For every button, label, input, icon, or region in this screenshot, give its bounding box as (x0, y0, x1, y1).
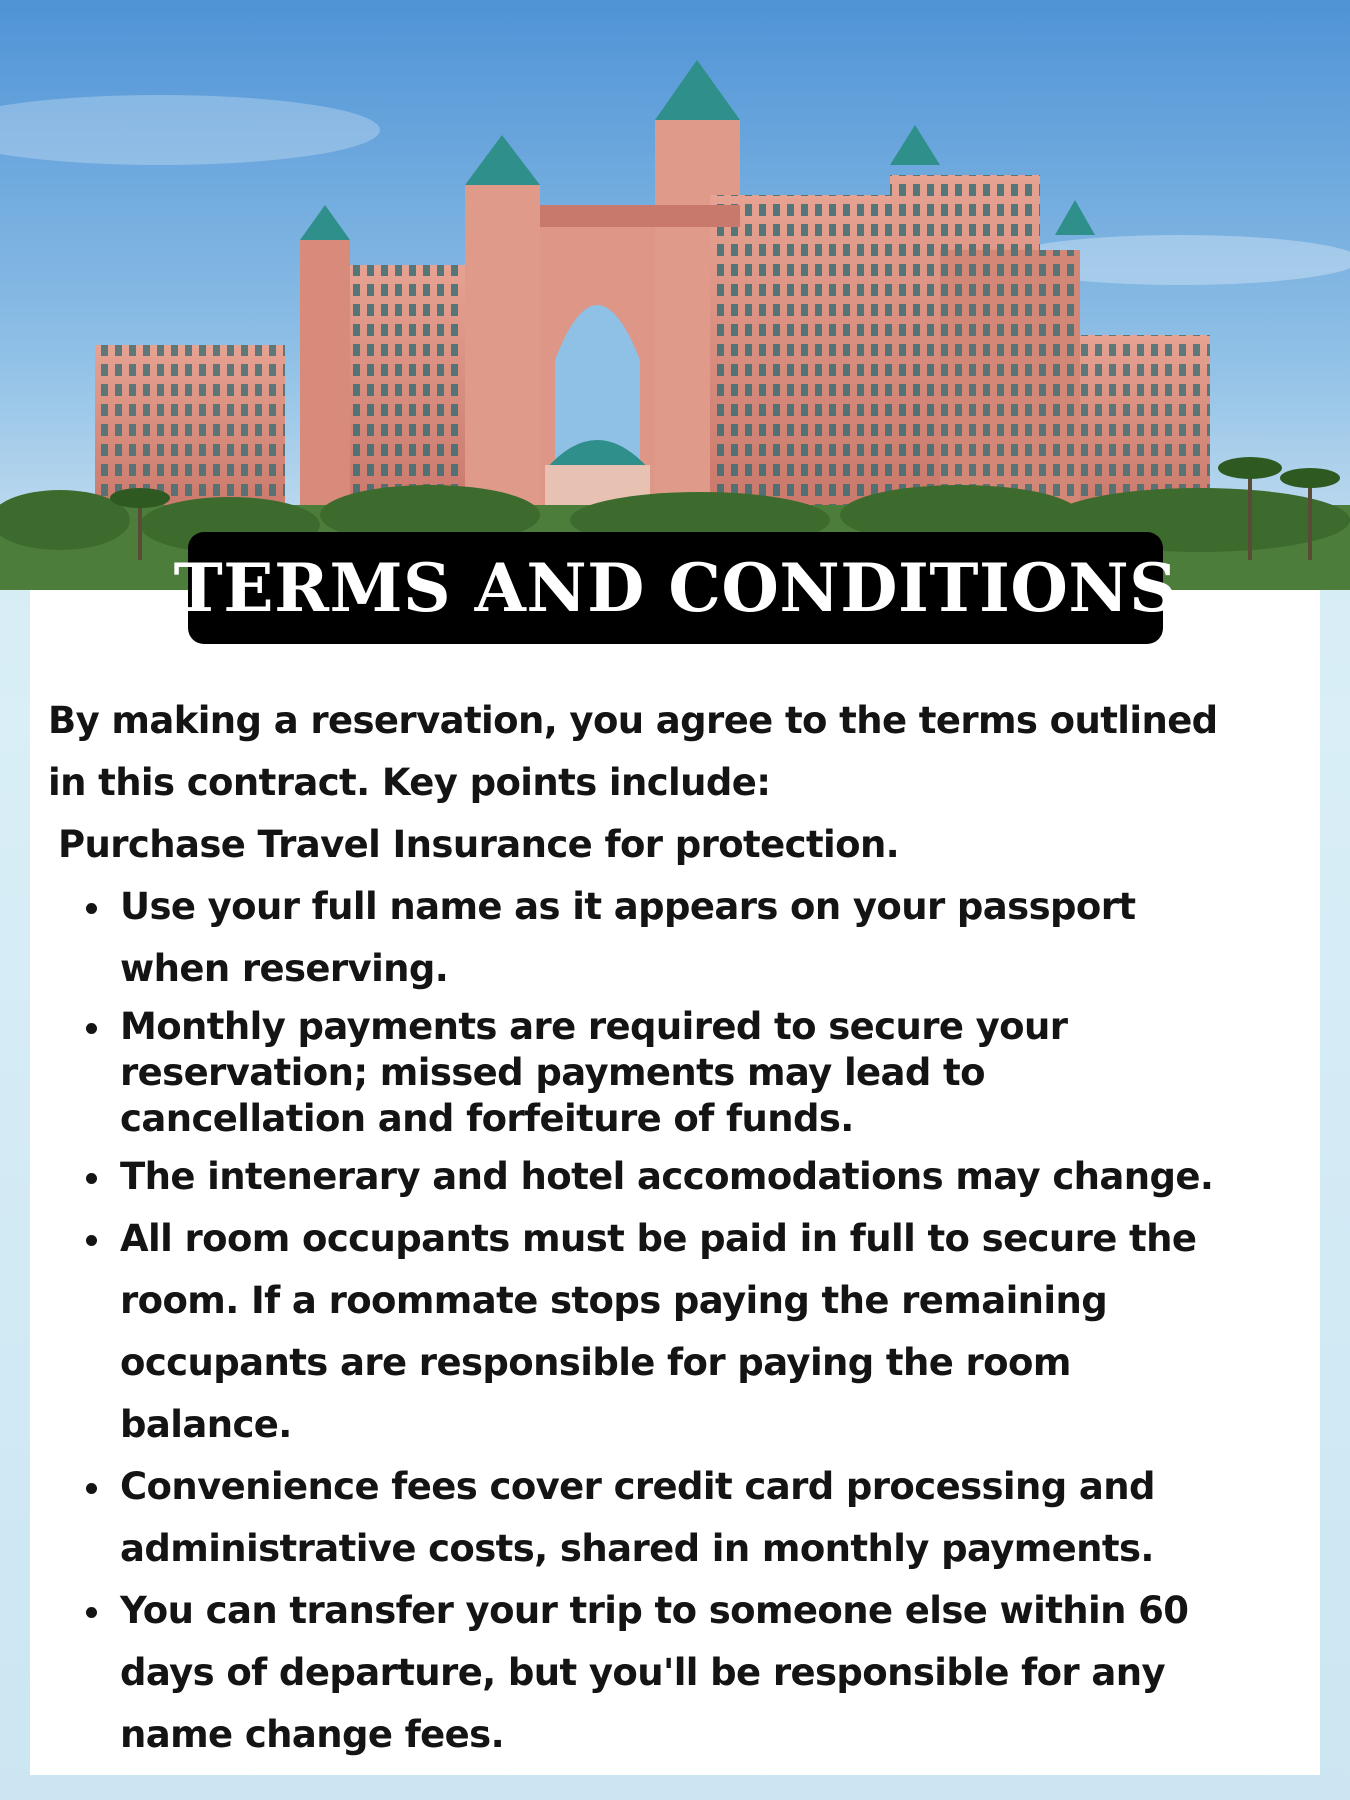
bullet-icon (86, 1483, 97, 1494)
list-item-line: room. If a roommate stops paying the remaining (120, 1279, 1108, 1322)
list-item-line: occupants are responsible for paying the room (120, 1341, 1071, 1384)
list-item (48, 876, 1308, 1000)
list-item (48, 1146, 1308, 1208)
list-item-line: All room occupants must be paid in full to secure the (120, 1217, 1197, 1260)
list-item-line: when reserving. (120, 947, 449, 990)
bullet-icon (86, 1023, 97, 1034)
list-item-line: You can transfer your trip to someone else within 60 (120, 1589, 1189, 1632)
list-item-line: administrative costs, shared in monthly payments. (120, 1527, 1154, 1570)
bullet-icon (86, 1235, 97, 1246)
list-item-line: days of departure, but you'll be responsible for any (120, 1651, 1165, 1694)
list-item-line: The intenerary and hotel accomodations may change. (120, 1155, 1214, 1198)
list-item-line: Use your full name as it appears on your passport (120, 885, 1136, 928)
list-item (48, 1208, 1308, 1456)
terms-content (48, 690, 1308, 1766)
bullet-icon (86, 1173, 97, 1184)
list-item-line: reservation; missed payments may lead to (120, 1051, 985, 1094)
list-item-line: cancellation and forfeiture of funds. (120, 1097, 854, 1140)
hero-image (0, 0, 1350, 590)
list-item (48, 1580, 1308, 1766)
list-item-line: Monthly payments are required to secure your (120, 1005, 1068, 1048)
page-title: TERMS AND CONDITIONS (173, 549, 1178, 627)
title-banner (173, 532, 1178, 644)
list-item-line: name change fees. (120, 1713, 505, 1756)
intro-line-1: By making a reservation, you agree to the terms outlined (48, 699, 1218, 742)
list-item-line: balance. (120, 1403, 292, 1446)
intro-line-2: in this contract. Key points include: (48, 761, 771, 804)
list-item (48, 1456, 1308, 1580)
atlantis-resort-illustration (0, 0, 1350, 590)
insurance-note: Purchase Travel Insurance for protection. (58, 823, 900, 866)
bullet-icon (86, 903, 97, 914)
list-item-line: Convenience fees cover credit card processing and (120, 1465, 1155, 1508)
bullet-icon (86, 1607, 97, 1618)
terms-list (48, 876, 1308, 1766)
list-item (48, 1004, 1308, 1142)
